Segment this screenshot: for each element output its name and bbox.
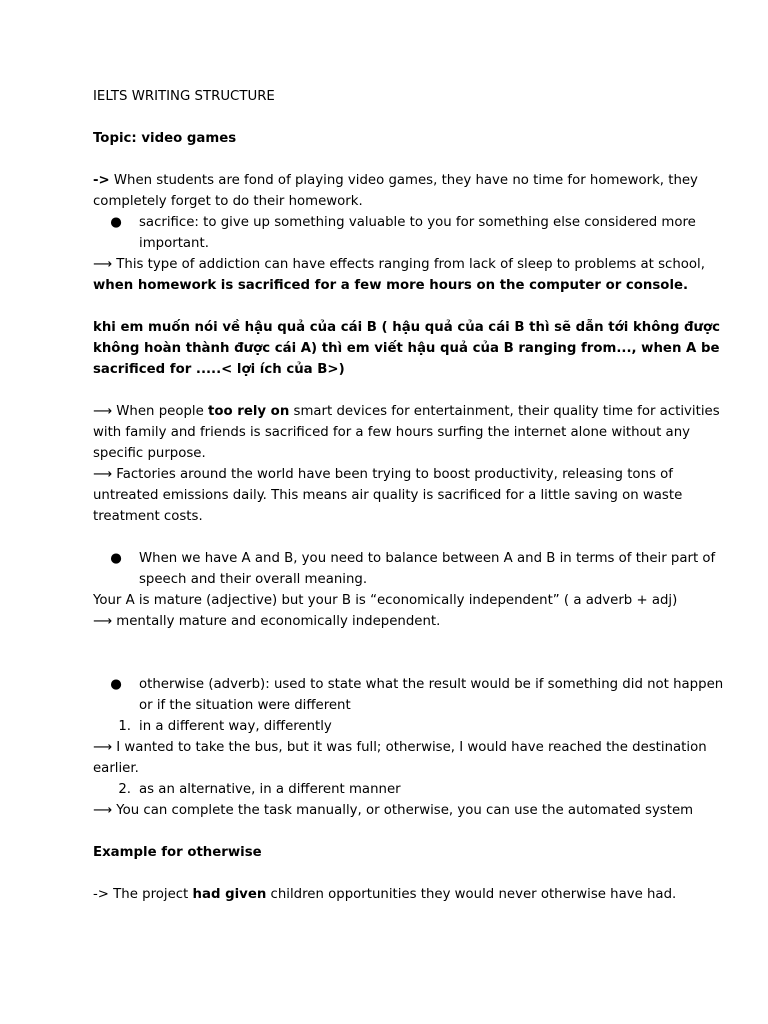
paragraph-example-post: children opportunities they would never otherwise have had.	[266, 887, 677, 902]
number-marker: 1.	[118, 719, 131, 734]
arrow-marker: ->	[93, 173, 110, 188]
bullet-text: otherwise (adverb): used to state what the result would be if something did not happen or if the situation were different	[139, 677, 724, 713]
numbered-text: as an alternative, in a different manner	[139, 782, 401, 797]
paragraph-devices-bold: too rely on	[208, 404, 290, 419]
bullet-item-otherwise	[93, 674, 728, 716]
paragraph-task: ⟶ You can complete the task manually, or otherwise, you can use the automated system	[93, 803, 694, 818]
number-marker: 2.	[118, 782, 131, 797]
numbered-item-1	[93, 716, 728, 737]
paragraph-devices	[93, 401, 728, 464]
numbered-text: in a different way, differently	[139, 719, 332, 734]
bullet-marker: ●	[110, 551, 122, 566]
bullet-marker: ●	[110, 215, 122, 230]
numbered-item-2	[93, 779, 728, 800]
bullet-text: sacrifice: to give up something valuable to you for something else considered more important.	[139, 215, 696, 251]
paragraph-mentally: ⟶ mentally mature and economically independent.	[93, 614, 441, 629]
paragraph-intro	[93, 170, 728, 212]
bullet-item-balance	[93, 548, 728, 590]
paragraph-devices-pre: ⟶ When people	[93, 404, 208, 419]
paragraph-bus: ⟶ I wanted to take the bus, but it was full; otherwise, I would have reached the destination earlier.	[93, 740, 707, 776]
example-heading: Example for otherwise	[93, 845, 262, 860]
paragraph-example	[93, 884, 728, 905]
paragraph-addiction-text: ⟶ This type of addiction can have effects ranging from lack of sleep to problems at school,	[93, 257, 705, 272]
document-title: IELTS WRITING STRUCTURE	[93, 89, 275, 104]
paragraph-addiction	[93, 254, 728, 296]
bullet-text: When we have A and B, you need to balance between A and B in terms of their part of speech and their overall meaning.	[139, 551, 716, 587]
paragraph-example-pre: -> The project	[93, 887, 193, 902]
paragraph-mature: Your A is mature (adjective) but your B is “economically independent” ( a adverb + adj)	[93, 593, 678, 608]
topic-heading: Topic: video games	[93, 131, 237, 146]
paragraph-devices-post: smart devices for entertainment, their quality time for activities with family and friends is sacrificed for a few hours surfing the internet alone without any specific purpose.	[93, 404, 720, 461]
paragraph-factories: ⟶ Factories around the world have been trying to boost productivity, releasing tons of untreated emissions daily. This means air quality is sacrificed for a little saving on waste treatment costs.	[93, 467, 683, 524]
bullet-item-sacrifice	[93, 212, 728, 254]
vietnamese-note: khi em muốn nói về hậu quả của cái B ( hậu quả của cái B thì sẽ dẫn tới không được không hoàn thành được cái A) thì em viết hậu quả của B ranging from..., when A be sacrificed for .....< lợi ích của B>)	[93, 320, 721, 377]
bullet-marker: ●	[110, 677, 122, 692]
paragraph-addiction-bold: when homework is sacrificed for a few more hours on the computer or console.	[93, 278, 689, 293]
paragraph-example-bold: had given	[192, 887, 267, 902]
paragraph-intro-text: When students are fond of playing video games, they have no time for homework, they completely forget to do their homework.	[93, 173, 698, 209]
